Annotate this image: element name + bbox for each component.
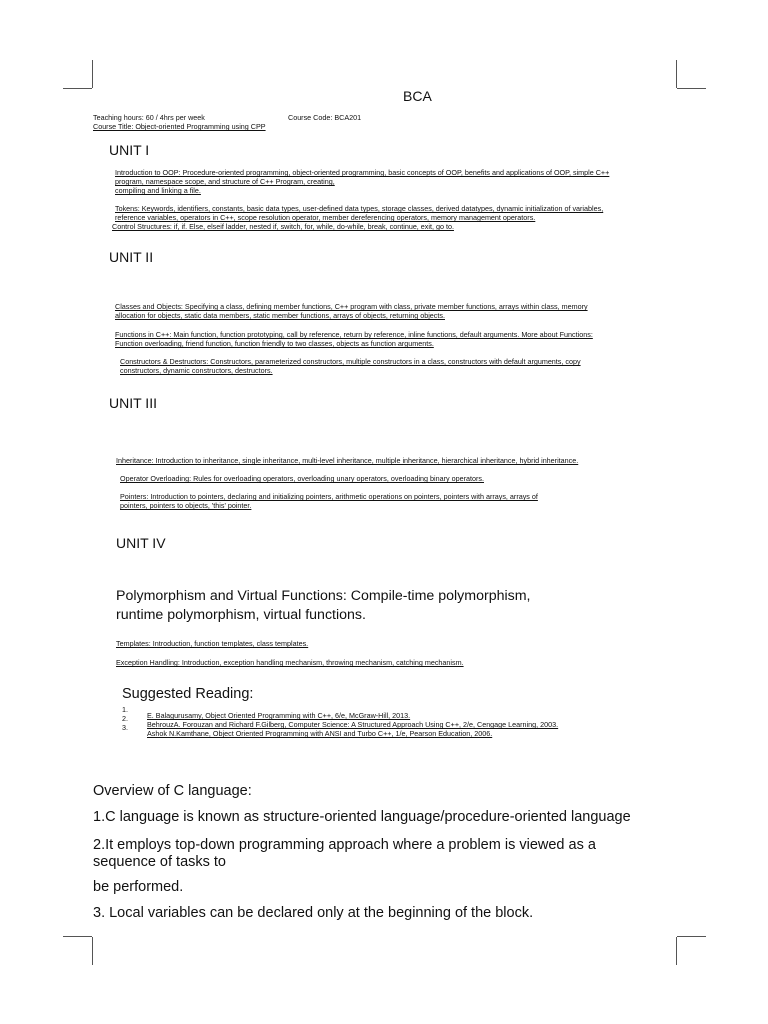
overview-point-1: 1.C language is known as structure-oriented language/procedure-oriented language — [93, 809, 631, 825]
course-title: Course Title: Object-oriented Programming using CPP — [93, 122, 266, 131]
crop-mark-top-right-v — [676, 60, 677, 88]
unit-2-constructors-line: Constructors & Destructors: Constructors, parameterized constructors, multiple constructors in a class, constructors with default arguments, copy — [120, 357, 581, 366]
unit-1-tokens-paragraph — [115, 204, 603, 222]
crop-mark-bottom-left-h — [63, 936, 92, 937]
unit-2-functions-line: Function overloading, friend function, function friendly to two classes, objects as function arguments. — [115, 339, 434, 348]
unit-3-pointers-paragraph — [120, 492, 538, 510]
unit-1-intro-line: compiling and linking a file. — [115, 186, 201, 195]
crop-mark-top-left-v — [92, 60, 93, 88]
reading-numbers — [122, 705, 128, 732]
unit-3-pointers-line: pointers, pointers to objects, 'this' pointer. — [120, 501, 252, 510]
unit-2-classes-line: allocation for objects, static data members, static member functions, arrays of objects, returning objects. — [115, 311, 445, 320]
unit-1-intro-line: Introduction to OOP: Procedure-oriented programming, object-oriented programming, basic concepts of OOP, benefits and applications of OOP, simple C++ — [115, 168, 610, 177]
unit-3-operator-overloading: Operator Overloading: Rules for overloading operators, overloading unary operators, overloading binary operators. — [120, 474, 484, 483]
crop-mark-top-right-h — [677, 88, 706, 89]
unit-2-functions-line: Functions in C++: Main function, function prototyping, call by reference, return by reference, inline functions, default arguments. More about Functions: — [115, 330, 593, 339]
page-title: BCA — [403, 88, 432, 104]
unit-2-heading: UNIT II — [109, 249, 154, 265]
overview-point-2-line-b: sequence of tasks to — [93, 854, 226, 870]
reading-number: 1. — [122, 705, 128, 714]
unit-2-constructors-paragraph — [120, 357, 581, 375]
unit-1-heading: UNIT I — [109, 142, 150, 158]
unit-4-heading: UNIT IV — [116, 535, 166, 551]
overview-point-2-line-a: 2.It employs top-down programming approach where a problem is viewed as a — [93, 837, 596, 853]
teaching-hours: Teaching hours: 60 / 4hrs per week — [93, 113, 205, 122]
unit-1-control-structures: Control Structures: if, if. Else, elseif ladder, nested if, switch, for, while, do-while, break, continue, exit, go to. — [112, 222, 454, 231]
reading-item: E. Balagurusamy, Object Oriented Programming with C++, 6/e, McGraw-Hill, 2013. — [147, 711, 411, 720]
reading-number: 3. — [122, 723, 128, 732]
unit-4-templates: Templates: Introduction, function templates, class templates. — [116, 639, 309, 648]
crop-mark-bottom-left-v — [92, 937, 93, 965]
unit-1-intro-paragraph — [115, 168, 609, 195]
unit-1-tokens-line: Tokens: Keywords, identifiers, constants, basic data types, user-defined data types, storage classes, derived datatypes, dynamic initialization of variables, — [115, 204, 604, 213]
unit-3-pointers-line: Pointers: Introduction to pointers, declaring and initializing pointers, arithmetic operations on pointers, pointers with arrays, arrays of — [120, 492, 538, 501]
unit-2-classes-paragraph — [115, 302, 588, 320]
crop-mark-bottom-right-h — [677, 936, 706, 937]
unit-2-functions-paragraph — [115, 330, 593, 348]
course-code: Course Code: BCA201 — [288, 113, 362, 122]
crop-mark-top-left-h — [63, 88, 92, 89]
reading-list — [147, 711, 558, 738]
reading-item: Ashok N.Kamthane, Object Oriented Programming with ANSI and Turbo C++, 1/e, Pearson Education, 2006. — [147, 729, 493, 738]
unit-4-polymorphism-paragraph — [116, 587, 530, 625]
unit-1-tokens-line: reference variables, operators in C++, scope resolution operator, member dereferencing operators, memory management operators. — [115, 213, 536, 222]
unit-1-intro-line: program, namespace scope, and structure of C++ Program, creating, — [115, 177, 335, 186]
unit-2-classes-line: Classes and Objects: Specifying a class, defining member functions, C++ program with class, private member functions, arrays within class, memory — [115, 302, 588, 311]
unit-2-constructors-line: constructors, dynamic constructors, destructors. — [120, 366, 273, 375]
overview-heading: Overview of C language: — [93, 783, 252, 799]
suggested-reading-heading: Suggested Reading: — [122, 686, 254, 702]
reading-item: BehrouzA. Forouzan and Richard F.Gilberg, Computer Science: A Structured Approach Using C++, 2/e, Cengage Learning, 2003. — [147, 720, 559, 729]
crop-mark-bottom-right-v — [676, 937, 677, 965]
unit-3-heading: UNIT III — [109, 395, 157, 411]
overview-point-2-line-c: be performed. — [93, 879, 184, 895]
unit-4-exception-handling: Exception Handling: Introduction, exception handling mechanism, throwing mechanism, catching mechanism. — [116, 658, 464, 667]
overview-point-3: 3. Local variables can be declared only at the beginning of the block. — [93, 905, 534, 921]
unit-3-inheritance: Inheritance: Introduction to inheritance, single inheritance, multi-level inheritance, multiple inheritance, hierarchical inheritance, hybrid inheritance. — [116, 456, 579, 465]
unit-4-polymorphism-line: Polymorphism and Virtual Functions: Compile-time polymorphism, — [116, 588, 531, 604]
unit-4-polymorphism-line: runtime polymorphism, virtual functions. — [116, 607, 366, 623]
reading-number: 2. — [122, 714, 128, 723]
